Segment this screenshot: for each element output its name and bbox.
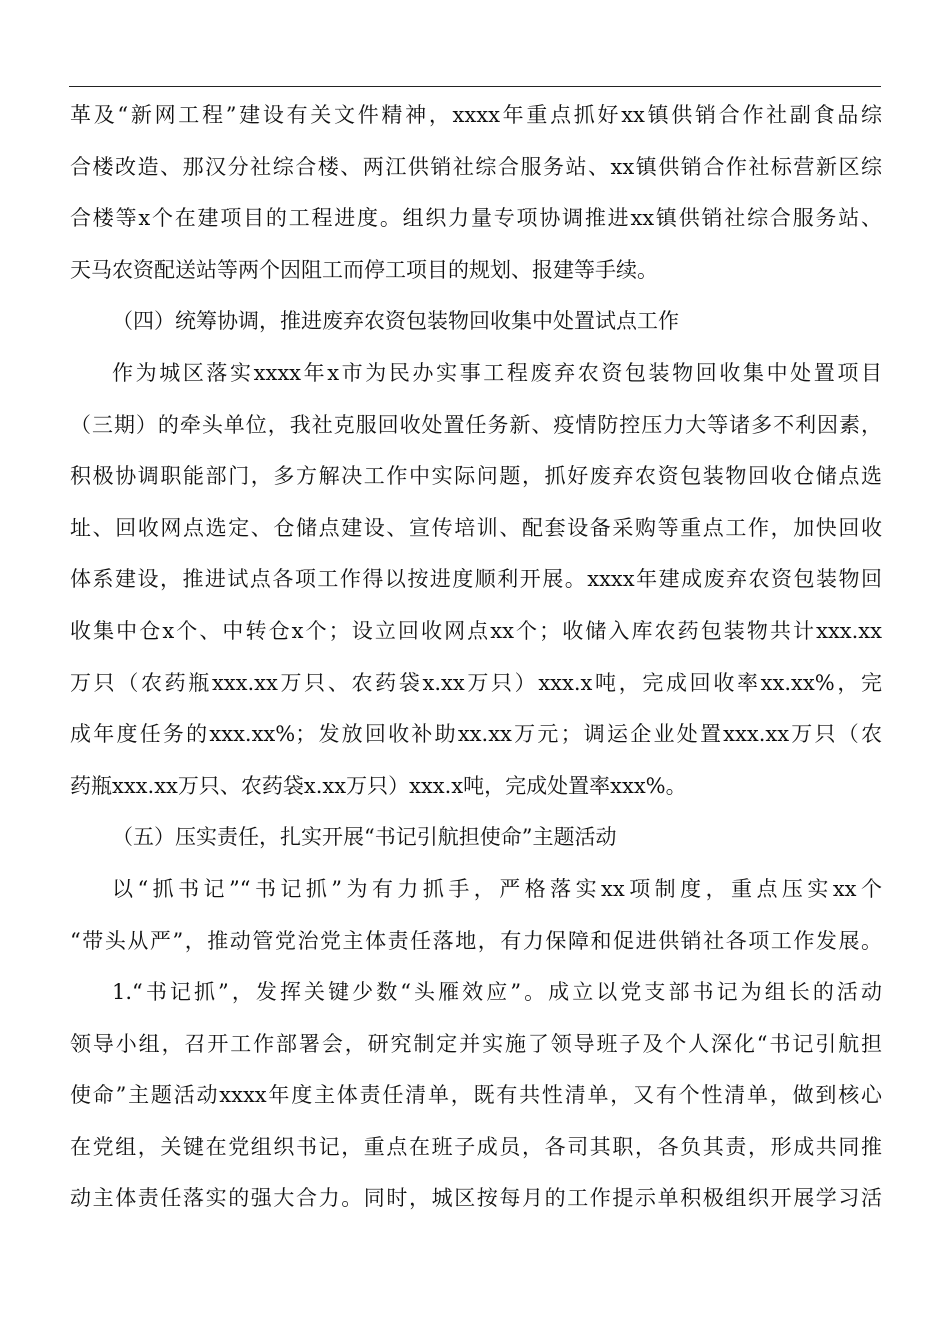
text-line: 成年度任务的xxx.xx%；发放回收补助xx.xx万元；调运企业处置xxx.xx万只（农 [70, 722, 882, 747]
text-line: 使命”主题活动xxxx年度主体责任清单，既有共性清单，又有个性清单，做到核心 [70, 1083, 882, 1108]
text-line: 作为城区落实xxxx年x市为民办实事工程废弃农资包装物回收集中处置项目 [112, 360, 882, 385]
text-line: 积极协调职能部门，多方解决工作中实际问题，抓好废弃农资包装物回收仓储点选 [70, 464, 882, 489]
text-line: 万只（农药瓶xxx.xx万只、农药袋x.xx万只）xxx.x吨，完成回收率xx.xx%，完 [70, 670, 882, 695]
text-line: 收集中仓x个、中转仓x个；设立回收网点xx个；收储入库农药包装物共计xxx.xx [70, 618, 882, 643]
header-rule [69, 86, 881, 87]
text-line: 以“抓书记”“书记抓”为有力抓手，严格落实xx项制度，重点压实xx个 [112, 876, 882, 901]
text-line: 址、回收网点选定、仓储点建设、宣传培训、配套设备采购等重点工作，加快回收 [70, 515, 882, 540]
text-line: 合楼改造、那汉分社综合楼、两江供销社综合服务站、xx镇供销合作社标营新区综 [70, 154, 882, 179]
text-line: 革及“新网工程”建设有关文件精神，xxxx年重点抓好xx镇供销合作社副食品综 [70, 103, 882, 127]
section-heading-5: （五）压实责任，扎实开展“书记引航担使命”主题活动 [112, 825, 617, 850]
text-line: 领导小组，召开工作部署会，研究制定并实施了领导班子及个人深化“书记引航担 [70, 1031, 882, 1056]
text-line: 药瓶xxx.xx万只、农药袋x.xx万只）xxx.x吨，完成处置率xxx%。 [70, 773, 687, 798]
text-line: （三期）的牵头单位，我社克服回收处置任务新、疫情防控压力大等诸多不利因素， [70, 412, 882, 437]
text-line: 1.“书记抓”，发挥关键少数“头雁效应”。成立以党支部书记为组长的活动 [112, 980, 882, 1005]
text-line: “带头从严”，推动管党治党主体责任落地，有力保障和促进供销社各项工作发展。 [70, 928, 882, 953]
text-line: 合楼等x个在建项目的工程进度。组织力量专项协调推进xx镇供销社综合服务站、 [70, 206, 882, 231]
section-heading-4: （四）统筹协调，推进废弃农资包装物回收集中处置试点工作 [112, 309, 679, 334]
text-line: 在党组，关键在党组织书记，重点在班子成员，各司其职，各负其责，形成共同推 [70, 1134, 882, 1159]
text-line: 动主体责任落实的强大合力。同时，城区按每月的工作提示单积极组织开展学习活 [70, 1186, 882, 1211]
body-text [70, 90, 882, 1225]
text-line: 天马农资配送站等两个因阻工而停工项目的规划、报建等手续。 [70, 257, 658, 282]
text-line: 体系建设，推进试点各项工作得以按进度顺利开展。xxxx年建成废弃农资包装物回 [70, 567, 882, 592]
